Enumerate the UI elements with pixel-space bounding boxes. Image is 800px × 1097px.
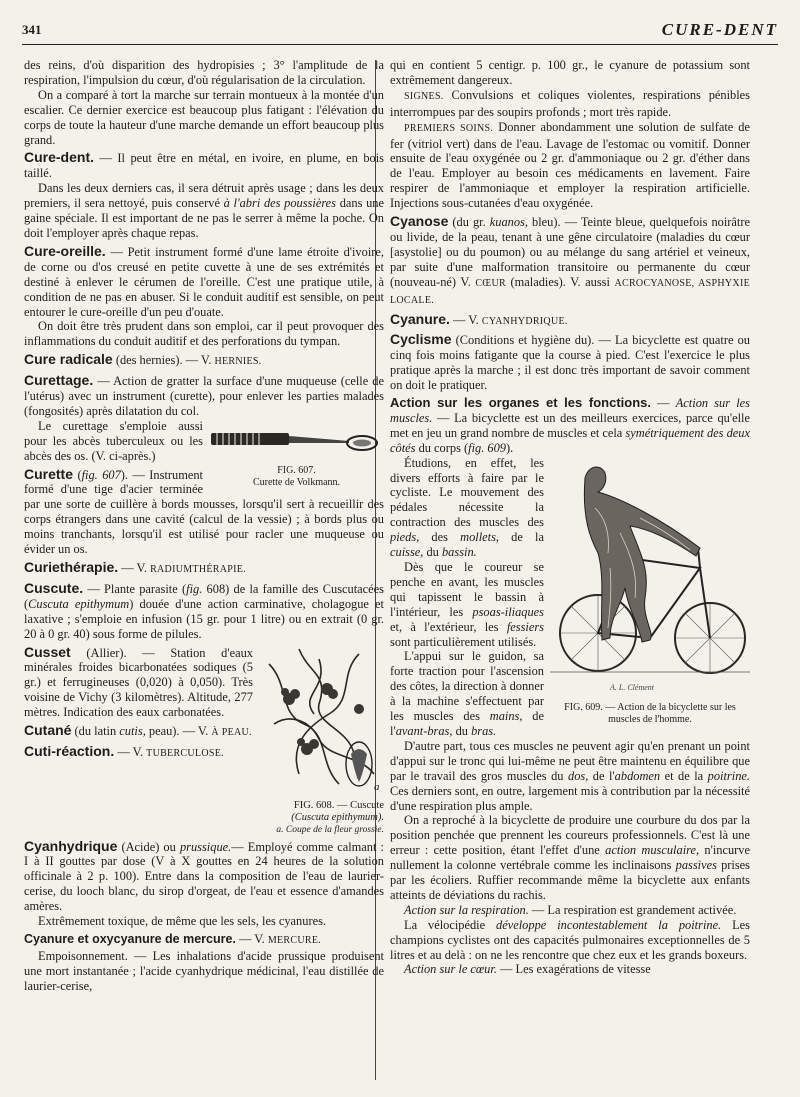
paragraph: On a reproché à la bicyclette de produire une courbure du dos par la position penchée que prennent les coureurs professionnels. C'est là une erreur : cette position, étant l'effet d'une action musculaire, n'incurve nullement la colonne vertébrale comme les inclinaisons passives prises par les écoliers. Ruffier recommande même la bicyclette aux enfants atteints de déviations du rachis. — [390, 813, 750, 902]
figure-part-label: a — [374, 780, 380, 793]
headword: Cure radicale — [24, 351, 113, 368]
headword: Cuti-réaction. — [24, 742, 115, 759]
entry-cusset: Cusset (Allier). — Station d'eaux minérales froides bicarbonatées sodiques (5 gr.) et ferrugineuses (0,020) à 0,050). Très voisine de Vichy (3 kilomètres). Altitude, 277 mètres. Indication des eaux carbonatées. — [24, 643, 253, 720]
headword: Cyanose — [390, 213, 449, 230]
entry-cyanure-mercure: Cyanure et oxycyanure de mercure. — V. MERCURE. — [24, 931, 322, 946]
paragraph: SIGNES. Convulsions et coliques violentes, respirations pénibles interrompues par des soupirs profonds ; mort très rapide. — [390, 87, 750, 119]
headword: Cuscute. — [24, 579, 84, 596]
page-number: 341 — [22, 22, 42, 37]
figure-caption: Curette de Volkmann. — [252, 476, 341, 488]
entry-cutane: Cutané (du latin cutis, peau). — V. À PEAU. — [24, 722, 252, 739]
headword: Cyclisme — [390, 331, 452, 348]
paragraph: D'autre part, tous ces muscles ne peuvent agir qu'en prenant un point d'appui sur le tronc qui lui-même ne peut être maintenu en équilibre que par le travail des gros muscles du dos, de l'abdomen et de la poitrine. Ces derniers sont, en outre, largement mis à contribution par la nécessité d'une respiration plus ample. — [390, 738, 750, 813]
cross-reference: RADIUMTHÉRAPIE. — [150, 564, 246, 575]
figure-label: FIG. 607. — [277, 464, 316, 476]
entry-curettage: Curettage. — Action de gratter la surface d'une muqueuse (celle de l'utérus) avec un instrument (curette), pour enlever les parties malades (fongosités) après dilatation du col. — [24, 372, 384, 418]
paragraph: On a comparé à tort la marche sur terrain montueux à la montée d'un escalier. Ce dernier exercice est beaucoup plus fatigant : l'élévation du corps de toute la hauteur d'une marche demande un effort beaucoup plus grand. — [24, 87, 384, 147]
figure-subcaption: a. Coupe de la fleur grossie. — [276, 824, 384, 835]
entry-cuti-reaction: Cuti-réaction. — V. TUBERCULOSE. — [24, 742, 224, 759]
paragraph: qui en contient 5 centigr. p. 100 gr., le cyanure de potassium sont extrêmement dangereux. — [390, 58, 750, 87]
entry-cuscute: Cuscute. — Plante parasite (fig. 608) de la famille des Cuscutacées (Cuscuta epithymum) douée d'une action carminative, cholagogue et laxative ; s'emploie en infusion (15 gr. pour 1 litre) ou en extrait (0 gr. 20 à 0 gr. 40) sous forme de pilules. — [24, 579, 384, 641]
headword: Curiethérapie. — [24, 559, 119, 575]
paragraph: Dans les deux derniers cas, il sera détruit après usage ; dans les deux premiers, il sera nettoyé, puis conservé à l'abri des poussières dans une gaine spéciale. Il est important de ne pas le serrer à même la poche. On doit l'employer après chaque repas. — [24, 181, 384, 240]
paragraph: Action sur la respiration. — La respiration est grandement activée. — [404, 902, 737, 917]
figure-608 — [259, 644, 384, 798]
paragraph: Étudions, en effet, les divers efforts à faire par le cycliste. Le mouvement des pédales nécessite la contraction des muscles des pieds, des mollets, de la cuisse, du bassin. — [390, 455, 544, 560]
entry-cure-radicale: Cure radicale (des hernies). — V. HERNIES. — [24, 351, 262, 368]
paragraph: des reins, d'où disparition des hydropisies ; 3° l'amplitude de la respiration, l'impulsion du cœur, d'où régularisation de la circulation. — [24, 58, 384, 87]
entry-cure-oreille: Cure-oreille. — Petit instrument formé d'une lame étroite d'ivoire, de corne ou d'os creusé en petite cuvette à une de ses extrémités et destiné à enlever le cérumen de l'oreille. C'est une pratique utile, à condition de ne pas en abuser. Si le conduit auditif est sensible, on peut entourer le cure-oreille d'un peu d'ouate. — [24, 242, 384, 319]
figure-607 — [209, 421, 384, 489]
curette-illustration — [209, 421, 384, 461]
headword: Cusset — [24, 643, 71, 660]
cuscute-plant-illustration — [259, 644, 384, 794]
headword: Curettage. — [24, 372, 94, 389]
paragraph: On doit être très prudent dans son emploi, car il peut provoquer des inflammations du conduit auditif et des perforations du tympan. — [24, 319, 384, 349]
entry-curietherapie: Curiethérapie. — V. RADIUMTHÉRAPIE. — [24, 559, 246, 575]
figure-label: FIG. 608. — Cuscute — [293, 799, 384, 811]
entry-cyanose: Cyanose (du gr. kuanos, bleu). — Teinte bleue, quelquefois noirâtre ou livide, de la peau, tenant à une gêne circulatoire (maladies du cœur [asystolie] ou du poumon) ou au mélange du sang artériel et veineux, par suite d'une malformation transitoire ou permanente du cœur (nouveau-né) V. CŒUR (maladies). V. aussi ACROCYANOSE, ASPHYXIE LOCALE. — [390, 213, 750, 306]
illustrator-signature: A. L. Clément — [610, 682, 654, 692]
figure-608-caption — [24, 800, 384, 836]
right-column — [390, 58, 750, 1088]
figure-caption-latin: (Cuscuta epithymum). — [291, 811, 384, 823]
figure-609 — [550, 458, 750, 726]
running-head: CURE-DENT — [661, 20, 778, 39]
paragraph: Dès que le coureur se penche en avant, les muscles qui tapissent le bassin à l'intérieur, les psoas-iliaques et, à l'extérieur, les fessiers sont particulièrement utilisés. — [390, 560, 544, 649]
section-action-organes: Action sur les organes et les fonctions. — Action sur les muscles. — La bicyclette est un des meilleurs exercices, parce qu'elle met en jeu un grand nombre de muscles et cela symétriquement des deux côtés du corps (fig. 609). — [390, 395, 750, 455]
section-heading: Action sur les organes et les fonctions. — [390, 395, 652, 411]
paragraph: Extrêmement toxique, de même que les sels, les cyanures. — [38, 914, 326, 929]
figure-caption: FIG. 609. — Action de la bicyclette sur les muscles de l'homme. — [564, 701, 736, 725]
paragraph: Action sur le cœur. — Les exagérations de vitesse — [404, 962, 651, 977]
headword: Cure-oreille. — [24, 242, 106, 259]
paragraph: Empoisonnement. — Les inhalations d'acide prussique produisent une mort instantanée ; l'acide cyanhydrique médicinal, l'eau distillée de laurier-cerise, — [24, 948, 384, 993]
headword: Cure-dent. — [24, 149, 94, 166]
headword: Cyanure et oxycyanure de mercure. — [24, 931, 236, 946]
entry-curette: Curette (fig. 607). — Instrument formé d'une tige d'acier terminée par une sorte de cuillère à bords mousses, lorsqu'il sert à recueillir des corps étrangers dans une cavité (calcul de la vessie) ; à bords plus ou moins tranchants, lorsqu'il est utilisé pour racler une muqueuse ou évider un os. — [24, 465, 384, 557]
cyclist-muscles-illustration — [550, 458, 750, 698]
entry-cure-dent: Cure-dent. — Il peut être en métal, en ivoire, en plume, en bois taillé. — [24, 149, 384, 181]
entry-cyanhydrique: Cyanhydrique (Acide) ou prussique.— Employé comme calmant : I à II gouttes par dose (V à X gouttes en 24 heures de la solution officinale à 2 p. 100). Entre dans la composition de l'eau de laurier-cerise, du looch blanc, du sirop d'orgeat, de l'eau et essence d'amandes amères. — [24, 837, 384, 914]
headword: Cyanhydrique — [24, 837, 118, 854]
paragraph: La vélocipédie développe incontestablement la poitrine. Les champions cyclistes ont des capacités pulmonaires exceptionnelles de 5 litres et au delà : on ne les rencontre que chez eux et les grands boxeurs. — [390, 917, 750, 962]
paragraph: Le curettage s'emploie aussi pour les abcès tuberculeux ou les abcès des os. (V. ci-après.) — [24, 418, 203, 463]
headword: Cutané — [24, 722, 72, 739]
paragraph: PREMIERS SOINS. Donner abondamment une solution de sulfate de fer (vitriol vert) dans de l'eau. Lavage de l'estomac ou vomitif. Donner ensuite de l'eau oxygénée ou 2 gr. d'ammoniaque ou 2 gr. d'éther dans de l'eau. Employer au besoin ces médicaments en lavement. Faire respirer de l'ammoniaque et employer la respiration artificielle. Injections sous-cutanées d'eau oxygénée. — [390, 119, 750, 211]
entry-cyclisme: Cyclisme (Conditions et hygiène du). — La bicyclette est quatre ou cinq fois moins fatigante que la course à pied. C'est l'exercice le plus pratique après la marche ; il est donc très important de savoir comment on doit le pratiquer. — [390, 331, 750, 393]
entry-cyanure: Cyanure. — V. CYANHYDRIQUE. — [390, 310, 568, 327]
paragraph: L'appui sur le guidon, sa forte traction pour l'ascension des côtes, la direction à donner à la machine s'effectuent par les muscles des mains, de l'avant-bras, du bras. — [390, 649, 544, 738]
cross-reference: HERNIES. — [214, 356, 262, 368]
headword: Curette — [24, 465, 74, 482]
headword: Cyanure. — [390, 310, 450, 327]
page-header — [22, 18, 778, 45]
left-column — [24, 58, 384, 1088]
